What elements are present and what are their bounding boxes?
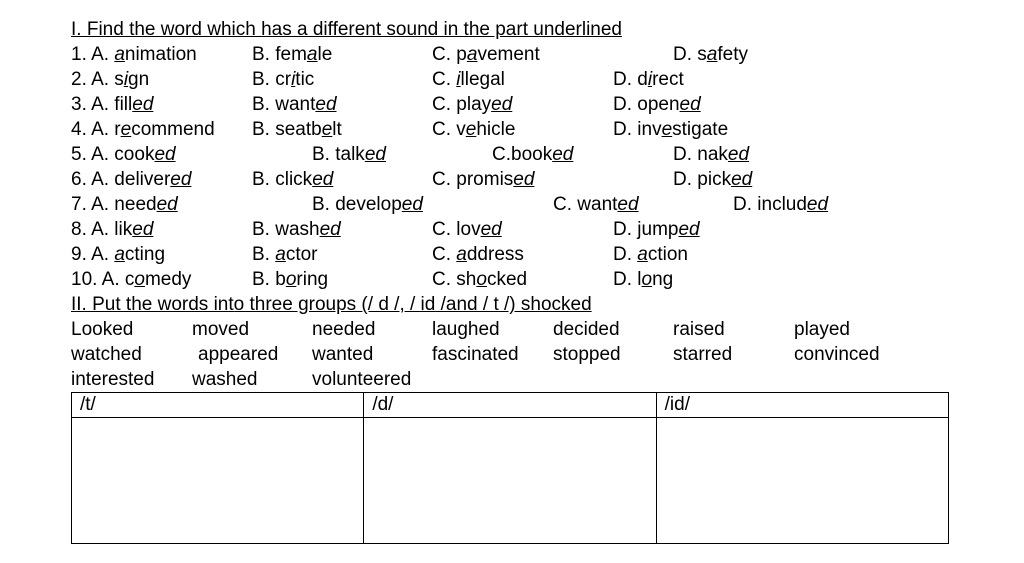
question-row	[71, 117, 951, 142]
answer-option-a[interactable]: 4. A. recommend	[71, 119, 215, 140]
column-header-d: /d/	[364, 393, 656, 418]
word-item: starred	[673, 344, 733, 365]
answer-option-d[interactable]: D. opened	[613, 94, 701, 115]
word-item: laughed	[432, 319, 500, 340]
answer-option-d[interactable]: D. picked	[673, 169, 753, 190]
underlined-part: ed	[364, 144, 386, 165]
underlined-part: a	[706, 44, 718, 65]
word-item: volunteered	[312, 369, 412, 390]
part2-heading: II. Put the words into three groups (/ d /, / id /and / t /) shocked	[71, 294, 592, 315]
underlined-part: ed	[513, 169, 535, 190]
answer-option-a[interactable]: 1. A. animation	[71, 44, 197, 65]
answer-cell-id[interactable]	[656, 418, 948, 544]
answer-option-d[interactable]: D. included	[733, 194, 829, 215]
question-row	[71, 167, 951, 192]
underlined-part: e	[465, 119, 477, 140]
answer-option-c[interactable]: C.booked	[492, 144, 574, 165]
answer-option-d[interactable]: D. long	[613, 269, 674, 290]
answer-option-d[interactable]: D. safety	[673, 44, 748, 65]
answer-cell-t[interactable]	[72, 418, 364, 544]
underlined-part: ed	[806, 194, 829, 215]
underlined-part: ed	[552, 144, 574, 165]
underlined-part: o	[476, 269, 487, 290]
answer-option-b[interactable]: B. boring	[252, 269, 329, 290]
answer-option-c[interactable]: C. shocked	[432, 269, 528, 290]
answer-option-c[interactable]: C. loved	[432, 219, 502, 240]
answer-option-b[interactable]: B. talked	[312, 144, 386, 165]
word-item: fascinated	[432, 344, 519, 365]
underlined-part: o	[641, 269, 653, 290]
answer-option-d[interactable]: D. naked	[673, 144, 750, 165]
worksheet	[71, 17, 951, 415]
underlined-part: ed	[156, 194, 178, 215]
word-item: appeared	[198, 344, 279, 365]
answer-cell-d[interactable]	[364, 418, 656, 544]
answer-option-c[interactable]: C. played	[432, 94, 513, 115]
word-item: interested	[71, 369, 155, 390]
underlined-part: ed	[480, 219, 502, 240]
underlined-part: a	[306, 44, 318, 65]
answer-option-b[interactable]: B. critic	[252, 69, 315, 90]
word-item: Looked	[71, 319, 134, 340]
answer-option-c[interactable]: C. illegal	[432, 69, 505, 90]
answer-option-a[interactable]: 10. A. comedy	[71, 269, 192, 290]
answer-option-b[interactable]: B. actor	[252, 244, 318, 265]
answer-option-a[interactable]: 6. A. delivered	[71, 169, 192, 190]
answer-option-c[interactable]: C. promised	[432, 169, 535, 190]
column-header-id: /id/	[656, 393, 948, 418]
underlined-part: a	[275, 244, 286, 265]
answer-option-b[interactable]: B. washed	[252, 219, 341, 240]
underlined-part: ed	[617, 194, 639, 215]
underlined-part: ed	[731, 169, 753, 190]
answer-option-b[interactable]: B. seatbelt	[252, 119, 342, 140]
question-list	[71, 42, 951, 292]
answer-option-a[interactable]: 5. A. cooked	[71, 144, 176, 165]
answer-option-a[interactable]: 3. A. filled	[71, 94, 154, 115]
underlined-part: ed	[170, 169, 192, 190]
answer-option-d[interactable]: D. jumped	[613, 219, 700, 240]
underlined-part: e	[321, 119, 333, 140]
underlined-part: a	[637, 244, 648, 265]
answer-option-d[interactable]: D. investigate	[613, 119, 729, 140]
underlined-part: i	[647, 69, 653, 90]
answer-option-a[interactable]: 2. A. sign	[71, 69, 150, 90]
answer-option-b[interactable]: B. female	[252, 44, 333, 65]
underlined-part: a	[114, 244, 125, 265]
word-item: washed	[192, 369, 258, 390]
question-row	[71, 242, 951, 267]
answer-option-a[interactable]: 8. A. liked	[71, 219, 154, 240]
underlined-part: a	[456, 244, 467, 265]
underlined-part: i	[456, 69, 461, 90]
question-row	[71, 267, 951, 292]
underlined-part: i	[291, 69, 296, 90]
word-item: convinced	[794, 344, 880, 365]
underlined-part: o	[285, 269, 297, 290]
underlined-part: a	[466, 44, 478, 65]
underlined-part: ed	[678, 219, 700, 240]
answer-option-d[interactable]: D. direct	[613, 69, 684, 90]
underlined-part: ed	[132, 94, 154, 115]
column-header-t: /t/	[72, 393, 364, 418]
underlined-part: i	[123, 69, 129, 90]
answer-option-c[interactable]: C. vehicle	[432, 119, 516, 140]
underlined-part: e	[120, 119, 132, 140]
word-item: stopped	[553, 344, 621, 365]
word-item: wanted	[312, 344, 374, 365]
question-row	[71, 92, 951, 117]
answer-option-a[interactable]: 7. A. needed	[71, 194, 178, 215]
underlined-part: ed	[401, 194, 423, 215]
word-bank	[71, 317, 951, 392]
underlined-part: ed	[132, 219, 154, 240]
underlined-part: ed	[679, 94, 701, 115]
word-item: watched	[71, 344, 142, 365]
underlined-part: a	[114, 44, 125, 65]
underlined-part: ed	[319, 219, 341, 240]
answer-option-c[interactable]: C. address	[432, 244, 524, 265]
word-item: decided	[553, 319, 620, 340]
question-row	[71, 142, 951, 167]
question-row	[71, 67, 951, 92]
answer-option-d[interactable]: D. action	[613, 244, 688, 265]
underlined-part: ed	[315, 94, 337, 115]
word-item: needed	[312, 319, 376, 340]
underlined-part: o	[134, 269, 145, 290]
underlined-part: ed	[727, 144, 750, 165]
question-row	[71, 192, 951, 217]
underlined-part: ed	[312, 169, 334, 190]
part1-heading: I. Find the word which has a different sound in the part underlined	[71, 19, 622, 40]
word-item: raised	[673, 319, 725, 340]
question-row	[71, 217, 951, 242]
answer-option-c[interactable]: C. pavement	[432, 44, 540, 65]
answer-option-b[interactable]: B. developed	[312, 194, 423, 215]
answer-option-b[interactable]: B. wanted	[252, 94, 337, 115]
answer-option-c[interactable]: C. wanted	[553, 194, 639, 215]
word-item: moved	[192, 319, 250, 340]
underlined-part: e	[661, 119, 673, 140]
answer-option-b[interactable]: B. clicked	[252, 169, 334, 190]
word-item: played	[794, 319, 850, 340]
question-row	[71, 42, 951, 67]
sound-groups-table	[71, 392, 949, 544]
underlined-part: ed	[491, 94, 513, 115]
answer-option-a[interactable]: 9. A. acting	[71, 244, 166, 265]
underlined-part: ed	[154, 144, 176, 165]
